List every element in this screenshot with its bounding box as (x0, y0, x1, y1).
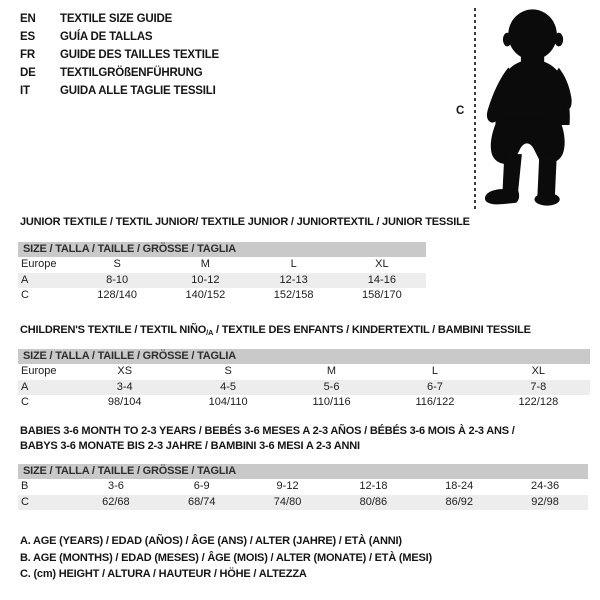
row-label: B (21, 480, 29, 492)
size-cell: 9-12 (276, 480, 299, 492)
row-label: C (21, 289, 29, 301)
junior-size-table (18, 242, 426, 304)
size-cell: 122/128 (518, 396, 559, 408)
children-table-title (20, 324, 531, 337)
size-cell: 10-12 (191, 273, 220, 286)
language-title: TEXTILGRÖßENFÜHRUNG (60, 67, 203, 79)
size-cell: XL (531, 365, 546, 377)
size-cell: 12-13 (279, 273, 308, 286)
language-code: DE (20, 67, 36, 79)
size-cell: 3-4 (116, 380, 133, 393)
size-cell: 6-9 (193, 480, 210, 492)
babies-table-title-line1: BABIES 3-6 MONTH TO 2-3 YEARS / BEBÉS 3-6 MESES A 2-3 AÑOS / BÉBÉS 3-6 MOIS À 2-3 ANS / (20, 425, 515, 437)
table-row (18, 479, 588, 495)
size-cell: L (431, 365, 438, 377)
size-cell: 116/122 (415, 396, 455, 408)
size-cell: 7-8 (530, 380, 547, 393)
table-row (18, 395, 590, 411)
row-label: Europe (21, 258, 57, 270)
language-row (20, 82, 219, 100)
language-code: ES (20, 31, 35, 43)
table-row (18, 257, 426, 273)
table-row (18, 495, 588, 511)
size-cell: 8-10 (106, 273, 129, 286)
language-title: TEXTILE SIZE GUIDE (60, 13, 173, 25)
size-cell: XL (375, 258, 389, 270)
size-cell: L (290, 258, 297, 270)
size-header-label: SIZE / TALLA / TAILLE / GRÖSSE / TAGLIA (23, 465, 237, 477)
size-cell: XS (117, 365, 133, 377)
size-cell: 18-24 (445, 480, 474, 492)
language-code: EN (20, 13, 36, 25)
row-label: C (21, 396, 29, 408)
language-row (20, 28, 219, 46)
size-cell: 5-6 (323, 380, 340, 393)
children-size-table (18, 349, 590, 411)
children-title-pre: CHILDREN'S TEXTILE / TEXTIL NIÑO (20, 324, 207, 336)
size-header-bar (18, 242, 426, 257)
language-title: GUÍA DE TALLAS (60, 31, 153, 43)
size-header-label: SIZE / TALLA / TAILLE / GRÖSSE / TAGLIA (23, 243, 237, 255)
language-row (20, 10, 219, 28)
size-cell: 3-6 (107, 480, 124, 492)
size-cell: 68/74 (187, 495, 216, 508)
size-cell: S (224, 365, 232, 377)
junior-table-title: JUNIOR TEXTILE / TEXTIL JUNIOR/ TEXTILE JUNIOR / JUNIORTEXTIL / JUNIOR TESSILE (20, 216, 470, 228)
size-cell: 92/98 (531, 495, 559, 508)
size-cell: 152/158 (273, 289, 314, 301)
size-header-bar (18, 349, 590, 364)
row-label: A (21, 380, 29, 393)
language-code: IT (20, 85, 30, 97)
table-row (18, 364, 590, 380)
size-cell: 98/104 (107, 396, 142, 408)
size-cell: 110/116 (312, 396, 351, 408)
toddler-silhouette-icon (483, 6, 585, 210)
children-title-sub: /A (206, 328, 214, 337)
size-cell: 12-18 (359, 480, 388, 492)
size-cell: 158/170 (361, 289, 402, 301)
legend-line-a: A. AGE (YEARS) / EDAD (AÑOS) / ÂGE (ANS) / ALTER (JAHRE) / ETÀ (ANNI) (20, 535, 402, 547)
language-code: FR (20, 49, 35, 61)
size-cell: 24-36 (530, 480, 560, 492)
table-row (18, 380, 590, 396)
language-title: GUIDE DES TAILLES TEXTILE (60, 49, 219, 61)
language-title-list (20, 10, 219, 100)
size-cell: 62/68 (102, 495, 130, 508)
row-label: Europe (21, 365, 57, 377)
babies-table-title-line2: BABYS 3-6 MONATE BIS 2-3 JAHRE / BAMBINI 3-6 MESI A 2-3 ANNI (20, 440, 360, 452)
size-cell: 86/92 (445, 495, 473, 508)
size-header-bar (18, 464, 588, 479)
height-label-c: C (456, 105, 465, 117)
table-row (18, 288, 426, 304)
legend (20, 533, 432, 583)
size-cell: 140/152 (185, 289, 226, 301)
height-measure-dotted-line (474, 8, 476, 209)
row-label: A (21, 273, 29, 286)
language-row (20, 64, 219, 82)
size-cell: 128/140 (97, 289, 137, 301)
size-cell: 14-16 (367, 273, 396, 286)
size-cell: 104/110 (208, 396, 248, 408)
legend-line-b: B. AGE (MONTHS) / EDAD (MESES) / ÂGE (MOIS) / ALTER (MONATE) / ETÀ (MESI) (20, 551, 432, 564)
size-cell: 74/80 (273, 495, 302, 508)
language-row (20, 46, 219, 64)
size-cell: 4-5 (220, 380, 237, 393)
size-header-label: SIZE / TALLA / TAILLE / GRÖSSE / TAGLIA (23, 350, 237, 362)
size-cell: 80/86 (359, 495, 388, 508)
babies-size-table (18, 464, 588, 510)
row-label: C (21, 495, 29, 508)
size-cell: M (326, 365, 337, 377)
size-cell: S (113, 258, 121, 270)
toddler-silhouette (485, 9, 572, 205)
size-cell: M (200, 258, 210, 270)
table-row (18, 273, 426, 289)
language-title: GUIDA ALLE TAGLIE TESSILI (60, 85, 216, 97)
size-cell: 6-7 (426, 380, 443, 393)
legend-line-c: C. (cm) HEIGHT / ALTURA / HAUTEUR / HÖHE / ALTEZZA (20, 568, 307, 580)
children-title-post: / TEXTILE DES ENFANTS / KINDERTEXTIL / BAMBINI TESSILE (213, 324, 531, 336)
